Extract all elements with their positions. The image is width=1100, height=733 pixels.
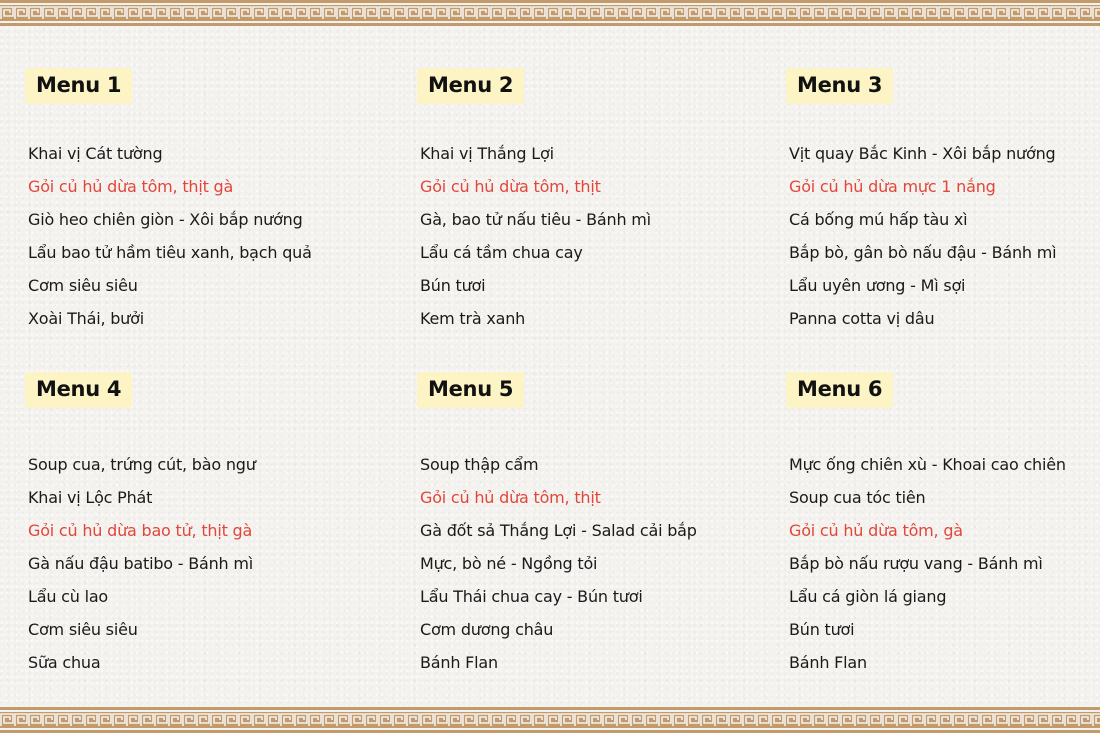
- menu-item: Soup cua, trứng cút, bào ngư: [28, 455, 256, 474]
- greek-key-border-bottom: [0, 707, 1100, 733]
- menu-item-list: [28, 448, 256, 679]
- menu-item: Cá bống mú hấp tàu xì: [789, 210, 968, 229]
- menu-item: Soup thập cẩm: [420, 455, 539, 474]
- greek-key-border-top: [0, 0, 1100, 26]
- menu-item: Sữa chua: [28, 653, 101, 672]
- menu-title: Menu 2: [417, 68, 524, 104]
- menu-item-list: [420, 137, 651, 335]
- menu-item: Lẩu cá tầm chua cay: [420, 243, 583, 262]
- menu-card-1: [25, 68, 385, 328]
- menu-item: Xoài Thái, bưởi: [28, 309, 144, 328]
- menu-title: Menu 5: [417, 372, 524, 408]
- menu-card-4: [25, 372, 385, 672]
- menu-item: Bún tươi: [789, 620, 855, 639]
- menu-item: Mực, bò né - Ngồng tỏi: [420, 554, 598, 573]
- menu-title: Menu 4: [25, 372, 132, 408]
- menu-item: Khai vị Lộc Phát: [28, 488, 153, 507]
- menu-item: Khai vị Cát tường: [28, 144, 163, 163]
- menu-item: Panna cotta vị dâu: [789, 309, 935, 328]
- menu-item: Gà đốt sả Thắng Lợi - Salad cải bắp: [420, 521, 697, 540]
- greek-key-border-icon: [0, 713, 1100, 727]
- menu-item: Lẩu Thái chua cay - Bún tươi: [420, 587, 643, 606]
- menu-item: Bánh Flan: [420, 653, 498, 672]
- menu-item: Vịt quay Bắc Kinh - Xôi bắp nướng: [789, 144, 1056, 163]
- menu-title: Menu 3: [786, 68, 893, 104]
- menu-item: Gà nấu đậu batibo - Bánh mì: [28, 554, 253, 573]
- menu-card-5: [417, 372, 777, 672]
- menu-item-highlight: Gỏi củ hủ dừa tôm, thịt: [420, 177, 601, 196]
- greek-key-border-icon: [0, 6, 1100, 20]
- menu-title: Menu 1: [25, 68, 132, 104]
- menu-item-highlight: Gỏi củ hủ dừa tôm, thịt: [420, 488, 601, 507]
- menu-item: Mực ống chiên xù - Khoai cao chiên: [789, 455, 1066, 474]
- menu-item: Bắp bò, gân bò nấu đậu - Bánh mì: [789, 243, 1057, 262]
- menu-item: Kem trà xanh: [420, 309, 526, 328]
- menu-item: Cơm siêu siêu: [28, 276, 138, 295]
- menu-item-highlight: Gỏi củ hủ dừa tôm, gà: [789, 521, 963, 540]
- menu-item: Lẩu bao tử hầm tiêu xanh, bạch quả: [28, 243, 312, 262]
- menu-item-highlight: Gỏi củ hủ dừa mực 1 nắng: [789, 177, 996, 196]
- menu-item: Lẩu uyên ương - Mì sợi: [789, 276, 966, 295]
- menu-item-highlight: Gỏi củ hủ dừa tôm, thịt gà: [28, 177, 234, 196]
- menu-item: Giò heo chiên giòn - Xôi bắp nướng: [28, 210, 303, 229]
- menu-card-2: [417, 68, 777, 328]
- menu-item: Bánh Flan: [789, 653, 867, 672]
- menu-item-list: [789, 137, 1056, 335]
- menu-item-list: [420, 448, 697, 679]
- menu-item: Bún tươi: [420, 276, 486, 295]
- menu-item: Cơm siêu siêu: [28, 620, 138, 639]
- menu-item-list: [789, 448, 1066, 679]
- menu-item: Bắp bò nấu rượu vang - Bánh mì: [789, 554, 1043, 573]
- menu-item-list: [28, 137, 312, 335]
- menu-item: Gà, bao tử nấu tiêu - Bánh mì: [420, 210, 651, 229]
- menu-title: Menu 6: [786, 372, 893, 408]
- menu-item: Soup cua tóc tiên: [789, 488, 926, 507]
- menu-item: Lẩu cá giòn lá giang: [789, 587, 947, 606]
- menu-card-6: [786, 372, 1086, 672]
- menu-item-highlight: Gỏi củ hủ dừa bao tử, thịt gà: [28, 521, 253, 540]
- menu-item: Khai vị Thắng Lợi: [420, 144, 554, 163]
- menu-item: Lẩu cù lao: [28, 587, 109, 606]
- menu-item: Cơm dương châu: [420, 620, 554, 639]
- menu-card-3: [786, 68, 1086, 328]
